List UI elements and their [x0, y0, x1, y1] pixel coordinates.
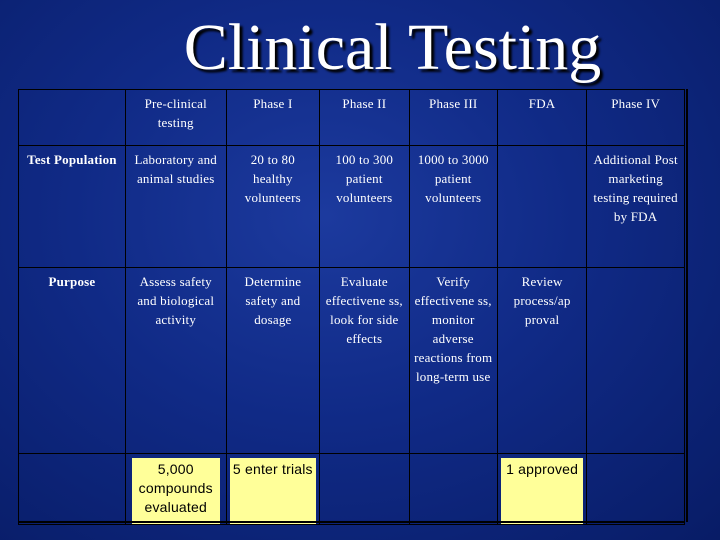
- cell-preclinical-result: [125, 454, 226, 525]
- header-row: [19, 90, 685, 146]
- cell-phase-1-result: [226, 454, 320, 525]
- table-row-test-population: [19, 146, 685, 268]
- header-cell-preclinical: Pre-clinical testing: [125, 90, 226, 146]
- row-label-test-population: Test Population: [19, 146, 126, 268]
- cell-phase-3-result: [409, 454, 497, 525]
- cell-phase-2-population: 100 to 300 patient volunteers: [320, 146, 409, 268]
- cell-preclinical-population: Laboratory and animal studies: [125, 146, 226, 268]
- result-highlight-fda: 1 approved: [501, 458, 583, 524]
- slide-title: Clinical Testing: [183, 11, 602, 84]
- cell-fda-result: [497, 454, 586, 525]
- cell-fda-purpose: Review process/ap proval: [497, 268, 586, 454]
- table-row-results: [19, 454, 685, 525]
- result-highlight-preclinical: 5,000 compounds evaluated: [132, 458, 220, 524]
- header-cell-fda: FDA: [497, 90, 586, 146]
- table-row-purpose: [19, 268, 685, 454]
- header-cell-phase-1: Phase I: [226, 90, 320, 146]
- cell-fda-population: [497, 146, 586, 268]
- table-side-shadow: [686, 89, 688, 522]
- row-label-purpose: Purpose: [19, 268, 126, 454]
- clinical-testing-table: [18, 89, 685, 525]
- table-bottom-shadow: [18, 521, 685, 523]
- header-cell-phase-2: Phase II: [320, 90, 409, 146]
- cell-phase-3-purpose: Verify effectivene ss, monitor adverse reactions from long-term use: [409, 268, 497, 454]
- cell-phase-4-purpose: [587, 268, 685, 454]
- cell-phase-1-purpose: Determine safety and dosage: [226, 268, 320, 454]
- cell-phase-4-population: Additional Post marketing testing required by FDA: [587, 146, 685, 268]
- row-label-results: [19, 454, 126, 525]
- cell-preclinical-purpose: Assess safety and biological activity: [125, 268, 226, 454]
- result-highlight-phase-1: 5 enter trials: [230, 458, 317, 524]
- cell-phase-4-result: [587, 454, 685, 525]
- header-cell-phase-3: Phase III: [409, 90, 497, 146]
- header-cell-phase-4: Phase IV: [587, 90, 685, 146]
- header-cell-empty: [19, 90, 126, 146]
- cell-phase-3-population: 1000 to 3000 patient volunteers: [409, 146, 497, 268]
- cell-phase-1-population: 20 to 80 healthy volunteers: [226, 146, 320, 268]
- cell-phase-2-result: [320, 454, 409, 525]
- cell-phase-2-purpose: Evaluate effectivene ss, look for side effects: [320, 268, 409, 454]
